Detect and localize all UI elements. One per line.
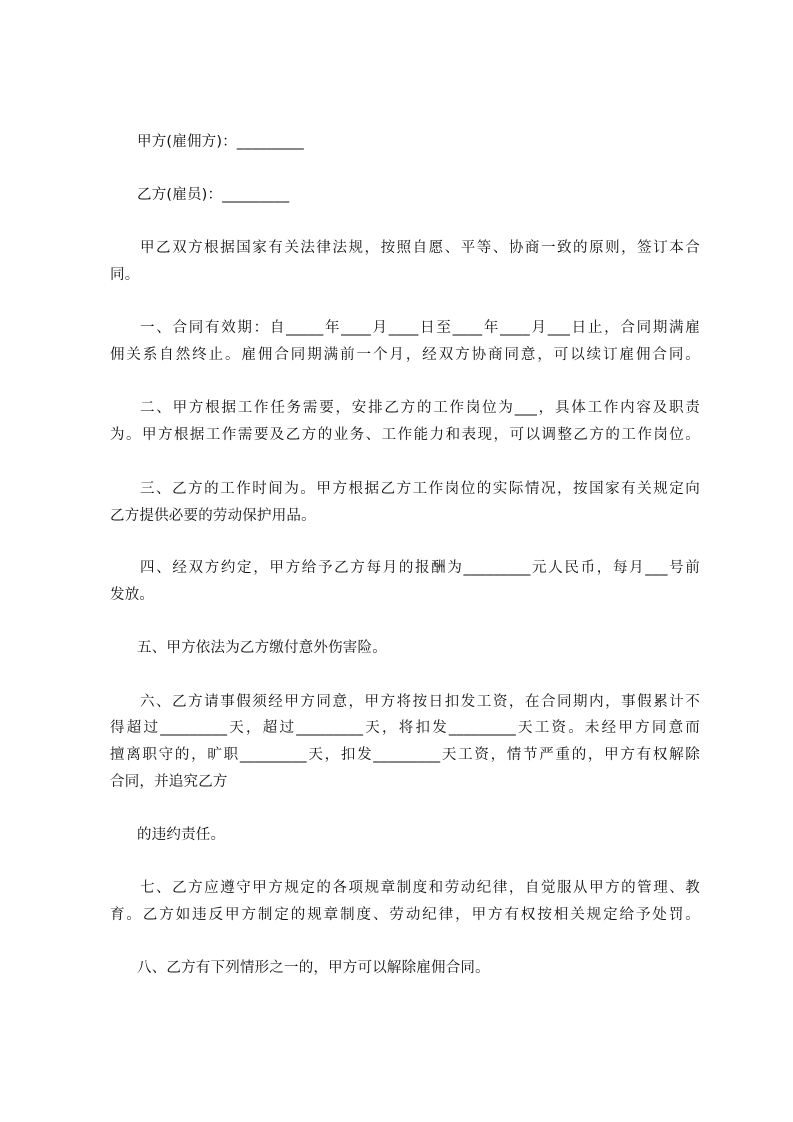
clause-8-line-1: 八、乙方有下列情形之一的，甲方可以解除雇佣合同。 — [137, 960, 490, 976]
party-a-line: 甲方(雇佣方)：_________ — [137, 134, 304, 150]
clause-1-line-2: 佣关系自然终止。雇佣合同期满前一个月，经双方协商同意，可以续订雇佣合同。 — [110, 347, 700, 363]
clause-6-line-5: 的违约责任。 — [137, 827, 226, 843]
intro-line-2: 同。 — [110, 267, 140, 283]
clause-2-line-2: 为。甲方根据工作需要及乙方的业务、工作能力和表现，可以调整乙方的工作岗位。 — [110, 427, 700, 443]
party-b-line: 乙方(雇员)：_________ — [137, 187, 290, 203]
clause-6-line-4: 合同，并追究乙方 — [110, 774, 228, 790]
clause-3-line-1: 三、乙方的工作时间为。甲方根据乙方工作岗位的实际情况，按国家有关规定向 — [140, 481, 700, 497]
intro-line-1: 甲乙双方根据国家有关法律法规，按照自愿、平等、协商一致的原则，签订本合 — [140, 240, 700, 256]
clause-4-line-2: 发放。 — [110, 587, 155, 603]
clause-1-line-1: 一、合同有效期：自_____年____月____日至____年____月___日止，合同期满雇 — [140, 320, 700, 336]
clause-6-line-1: 六、乙方请事假须经甲方同意，甲方将按日扣发工资，在合同期内，事假累计不 — [140, 694, 700, 710]
clause-5-line-1: 五、甲方依法为乙方缴付意外伤害险。 — [137, 640, 387, 656]
clause-6-line-2: 得超过_________天，超过_________天，将扣发_________天工资。未经甲方同意而 — [110, 720, 700, 736]
clause-6-line-3: 擅离职守的，旷职_________天，扣发_________天工资，情节严重的，甲方有权解除 — [110, 747, 700, 763]
clause-7-line-2: 育。乙方如违反甲方制定的规章制度、劳动纪律，甲方有权按相关规定给予处罚。 — [110, 907, 700, 923]
clause-7-line-1: 七、乙方应遵守甲方规定的各项规章制度和劳动纪律，自觉服从甲方的管理、教 — [140, 880, 700, 896]
clause-2-line-1: 二、甲方根据工作任务需要，安排乙方的工作岗位为___，具体工作内容及职责 — [140, 400, 700, 416]
clause-3-line-2: 乙方提供必要的劳动保护用品。 — [110, 508, 316, 524]
clause-4-line-1: 四、经双方约定，甲方给予乙方每月的报酬为_________元人民币，每月___号前 — [140, 560, 700, 576]
